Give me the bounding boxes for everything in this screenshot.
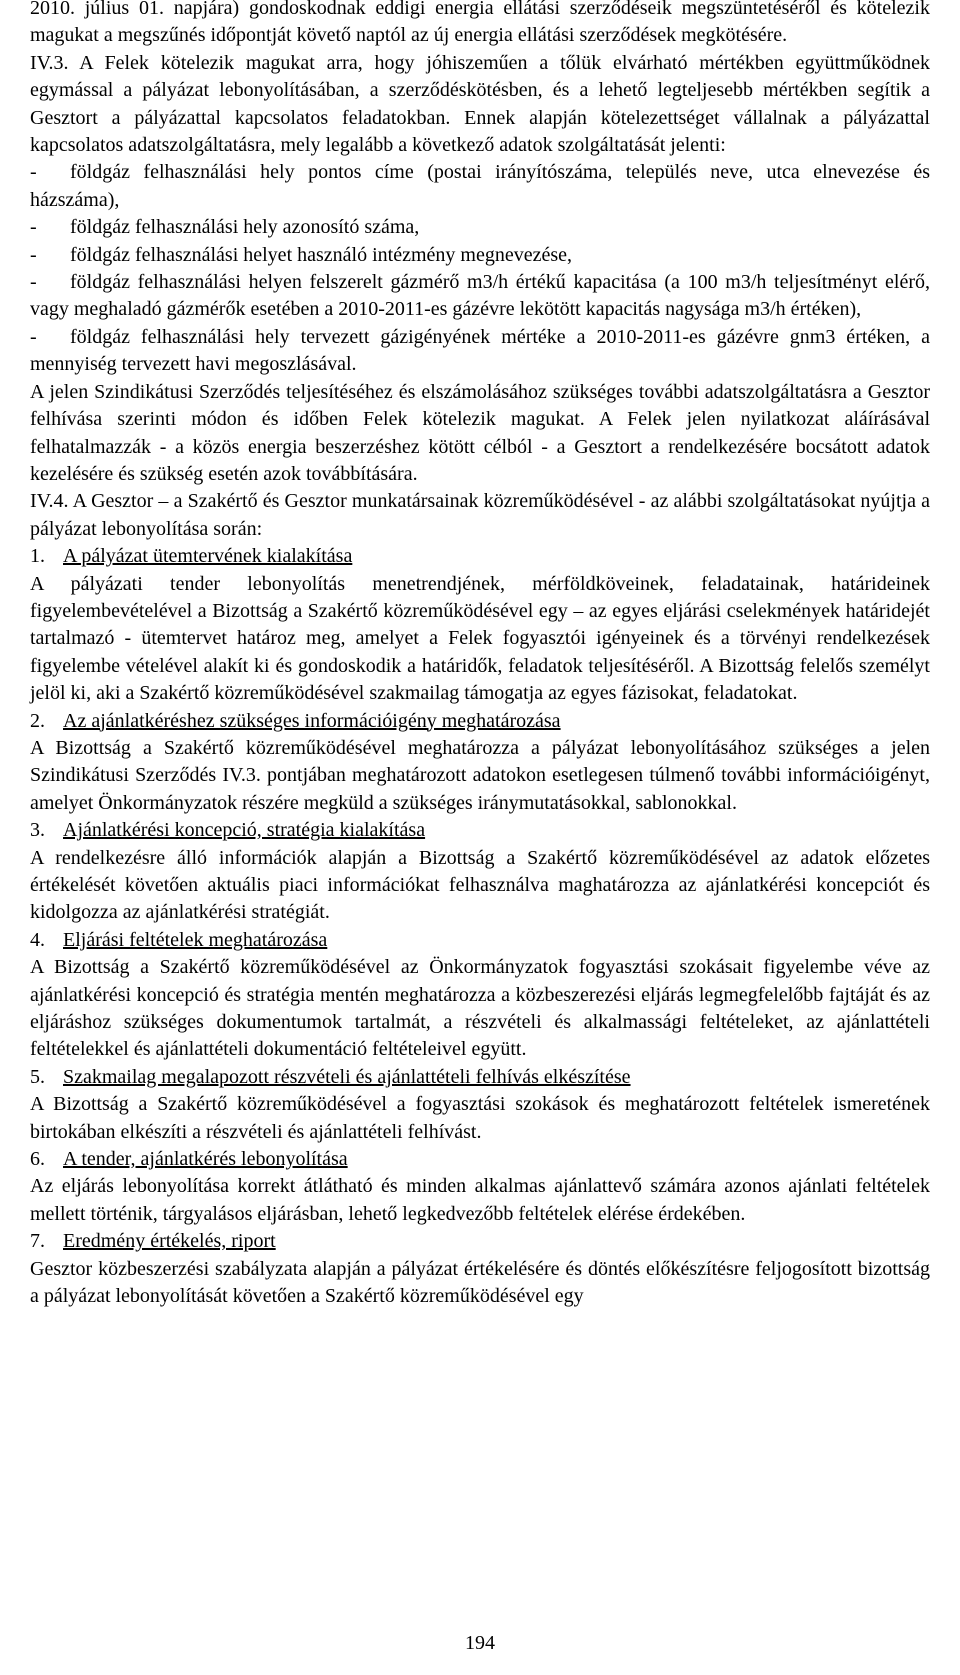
list-item-text: földgáz felhasználási hely pontos címe (postai irányítószáma, település neve, utca elnevezése és házszáma), <box>30 161 930 211</box>
section-number: 6. <box>30 1148 45 1171</box>
document-body <box>30 0 930 1311</box>
list-item <box>30 214 930 241</box>
section-heading <box>30 817 930 844</box>
list-item-text: földgáz felhasználási hely azonosító száma, <box>70 216 420 239</box>
paragraph: A pályázati tender lebonyolítás menetrendjének, mérföldköveinek, feladatainak, határideinek figyelembevételével a Bizottság a Szakértő közreműködésével egy – az egyes eljárási cselekmények határidejét tartalmazó - ütemtervet határoz meg, amelyet a Felek fogyasztói igényeinek és a törvényi rendelkezések figyelembe vételével alakít ki és gondoskodik a határidők, feladatok teljesítéséről. A Bizottság felelős személyt jelöl ki, aki a Szakértő közreműködésével szakmailag támogatja az egyes fázisokat, feladatokat. <box>30 572 930 705</box>
section-number: 2. <box>30 709 45 732</box>
section-title: Szakmailag megalapozott részvételi és ajánlattételi felhívás elkészítése <box>63 1065 631 1088</box>
section-number: 5. <box>30 1065 45 1088</box>
section-title: A tender, ajánlatkérés lebonyolítása <box>63 1148 348 1171</box>
paragraph: A Bizottság a Szakértő közreműködésével a fogyasztási szokások és meghatározott feltételek ismeretének birtokában elkészíti a részvételi és ajánlattételi felhívást. <box>30 1093 930 1143</box>
section-number: 3. <box>30 819 45 842</box>
section-heading <box>30 1146 930 1173</box>
section-number: 4. <box>30 928 45 951</box>
list-item-text: földgáz felhasználási helyet használó intézmény megnevezése, <box>70 243 572 266</box>
list-item-text: földgáz felhasználási hely tervezett gázigényének mértéke a 2010-2011-es gázévre gnm3 értéken, a mennyiség tervezett havi megoszlásával. <box>30 325 930 376</box>
section-title: Az ajánlatkéréshez szükséges információigény meghatározása <box>63 709 561 732</box>
paragraph: Gesztor közbeszerzési szabályzata alapján a pályázat értékelésére és döntés előkészítésre feljogosított bizottság a pályázat lebonyolítását követően a Szakértő közreműködésével egy <box>30 1257 930 1308</box>
section-heading <box>30 1064 930 1091</box>
paragraph: IV.4. A Gesztor – a Szakértő és Gesztor munkatársainak közreműködésével - az alábbi szolgáltatásokat nyújtja a pályázat lebonyolítása során: <box>30 490 930 540</box>
paragraph: A Bizottság a Szakértő közreműködésével meghatározza a pályázat lebonyolításához szükséges a jelen Szindikátusi Szerződés IV.3. pontjában meghatározott adatokon esetlegesen túlmenő további információigényt, amelyet Önkormányzatok részére megküld a szükséges iránymutatásokkal, sablonokkal. <box>30 736 930 814</box>
section-heading <box>30 927 930 954</box>
list-dash: - <box>30 325 37 348</box>
paragraph: A Bizottság a Szakértő közreműködésével az Önkormányzatok fogyasztási szokásait figyelembe véve az ajánlatkérési koncepció és stratégia mentén meghatározza a közbeszerezési eljárás legmegfelelőbb fajtáját és az eljáráshoz szükséges dokumentumok tartalmát, a részvételi és alkalmassági feltételeket, az ajánlattételi feltételekkel és ajánlattételi dokumentáció feltételeivel együtt. <box>30 956 930 1061</box>
section-title: Eljárási feltételek meghatározása <box>63 928 328 951</box>
list-dash: - <box>30 243 37 266</box>
list-item <box>30 159 930 214</box>
paragraph: Az eljárás lebonyolítása korrekt átlátható és minden alkalmas ajánlattevő számára azonos ajánlati feltételek mellett történik, tárgyalásos eljárásban, lehető legkedvezőbb feltételek elérése érdekében. <box>30 1175 930 1225</box>
section-title: A pályázat ütemtervének kialakítása <box>63 545 353 568</box>
list-dash: - <box>30 216 37 239</box>
list-item <box>30 269 930 324</box>
list-item-text: földgáz felhasználási helyen felszerelt gázmérő m3/h értékű kapacitása (a 100 m3/h teljesítményt elérő, vagy meghaladó gázmérők esetében a 2010-2011-es gázévre lekötött kapacitás nagysága m3/h értéken), <box>30 271 930 321</box>
paragraph: 2010. július 01. napjára) gondoskodnak eddigi energia ellátási szerződéseik megszüntetéséről és kötelezik magukat a megszűnés időpontját követő naptól az új energia ellátási szerződések megkötésére. <box>30 0 930 47</box>
paragraph: IV.3. A Felek kötelezik magukat arra, hogy jóhiszeműen a tőlük elvárható mértékben együttműködnek egymással a pályázat lebonyolításában, a szerződéskötésben, és a lehető legteljesebb mértékben segítik a Gesztort a pályázattal kapcsolatos feladatokban. Ennek alapján kötelezettséget vállalnak a pályázattal kapcsolatos adatszolgáltatásra, mely legalább a következő adatok szolgáltatását jelenti: <box>30 51 930 157</box>
page-number: 194 <box>465 1632 495 1654</box>
section-number: 1. <box>30 545 45 568</box>
section-heading <box>30 543 930 570</box>
section-heading <box>30 1228 930 1255</box>
paragraph: A rendelkezésre álló információk alapján a Bizottság a Szakértő közreműködésével az adatok előzetes értékelését követően aktuális piaci információkat felhasználva maghatározza az ajánlatkérési koncepciót és kidolgozza az ajánlatkérési stratégiát. <box>30 846 930 924</box>
section-title: Ajánlatkérési koncepció, stratégia kialakítása <box>63 819 426 842</box>
list-item <box>30 324 930 379</box>
section-number: 7. <box>30 1230 45 1253</box>
paragraph: A jelen Szindikátusi Szerződés teljesítéséhez és elszámolásához szükséges további adatszolgáltatásra a Gesztor felhívása szerinti módon és időben Felek kötelezik magukat. A Felek jelen nyilatkozat aláírásával felhatalmazzák - a közös energia beszerzéshez kötött célból - a Gesztort a rendelkezésére bocsátott adatok kezelésére és szükség esetén azok továbbítására. <box>30 380 930 485</box>
section-title: Eredmény értékelés, riport <box>63 1230 276 1253</box>
section-heading <box>30 708 930 735</box>
list-dash: - <box>30 161 37 184</box>
list-item <box>30 242 930 269</box>
list-dash: - <box>30 271 37 294</box>
